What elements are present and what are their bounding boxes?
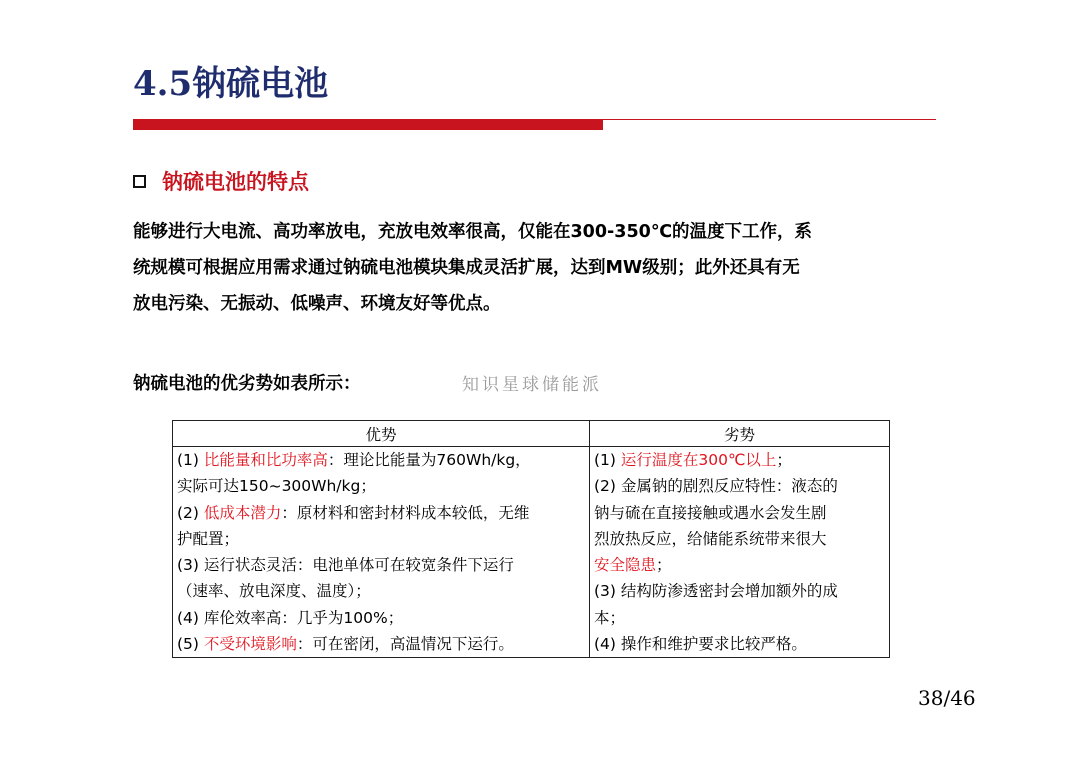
disadvantage-line (594, 552, 885, 578)
disadvantage-line (594, 447, 885, 473)
highlighted-text: 安全隐患 (594, 556, 657, 575)
highlighted-text: 比能量和比功率高 (203, 451, 328, 469)
paragraph-line: 统规模可根据应用需求通过钠硫电池模块集成灵活扩展，达到MW级别；此外还具有无 (133, 258, 800, 278)
advantage-line (177, 447, 585, 473)
line-text: (1) (594, 451, 621, 469)
line-text: (1) (177, 451, 204, 469)
line-text: 实际可达150~300Wh/kg； (177, 477, 376, 496)
line-text: (4) 操作和维护要求比较严格。 (594, 635, 807, 654)
square-bullet-icon (133, 175, 146, 188)
header-advantages: 优势 (173, 421, 590, 447)
line-text: ：可在密闭，高温情况下运行。 (296, 635, 514, 654)
line-text: (3) 结构防渗透密封会增加额外的成 (594, 582, 838, 601)
line-text: (5) (177, 635, 204, 654)
advantage-line (177, 578, 585, 604)
title-divider-thick (133, 120, 603, 130)
line-text: （速率、放电深度、温度）； (177, 582, 371, 601)
line-text: (2) (177, 503, 204, 522)
table-row (173, 447, 890, 658)
line-text: ； (776, 451, 792, 469)
line-text: ：理论比能量为760Wh/kg， (327, 451, 531, 469)
advantages-cell (173, 447, 590, 658)
line-text: 烈放热反应，给储能系统带来很大 (594, 529, 827, 548)
table-header-row (173, 421, 890, 447)
disadvantage-line (594, 473, 885, 499)
line-text: 钠与硫在直接接触或遇水会发生剧 (594, 503, 827, 522)
disadvantage-line (594, 605, 885, 631)
advantage-line (177, 473, 585, 499)
line-text: (4) 库伦效率高：几乎为100%； (177, 608, 404, 627)
highlighted-text: 低成本潜力 (203, 503, 282, 522)
header-disadvantages: 劣势 (590, 421, 890, 447)
highlighted-text: 不受环境影响 (203, 635, 297, 654)
feature-paragraph (133, 214, 933, 322)
line-text: (3) 运行状态灵活：电池单体可在较宽条件下运行 (177, 556, 514, 575)
advantage-line (177, 526, 585, 552)
disadvantage-line (594, 526, 885, 552)
page-number: 38/46 (918, 686, 976, 710)
line-text: 本； (594, 608, 626, 627)
pros-cons-table (172, 420, 890, 658)
line-text: ； (656, 556, 672, 575)
advantage-line (177, 631, 585, 657)
disadvantage-line (594, 500, 885, 526)
paragraph-line: 放电污染、无振动、低噪声、环境友好等优点。 (133, 294, 501, 314)
disadvantage-line (594, 578, 885, 604)
section-heading (133, 166, 309, 196)
advantage-line (177, 500, 585, 526)
advantage-line (177, 552, 585, 578)
paragraph-line: 能够进行大电流、高功率放电，充放电效率很高，仅能在300-350℃的温度下工作，系 (133, 222, 813, 242)
line-text: (2) 金属钠的剧烈反应特性：液态的 (594, 477, 838, 496)
slide-title: 4.5钠硫电池 (133, 64, 329, 104)
watermark-text: 知识星球储能派 (462, 375, 602, 395)
line-text: ：原材料和密封材料成本较低，无维 (281, 503, 530, 522)
line-text: 护配置； (177, 529, 240, 548)
disadvantage-line (594, 631, 885, 657)
highlighted-text: 运行温度在300℃以上 (620, 451, 777, 469)
disadvantages-cell (590, 447, 890, 658)
section-title: 钠硫电池的特点 (162, 170, 309, 194)
table-intro: 钠硫电池的优劣势如表所示： (133, 374, 361, 394)
advantage-line (177, 605, 585, 631)
